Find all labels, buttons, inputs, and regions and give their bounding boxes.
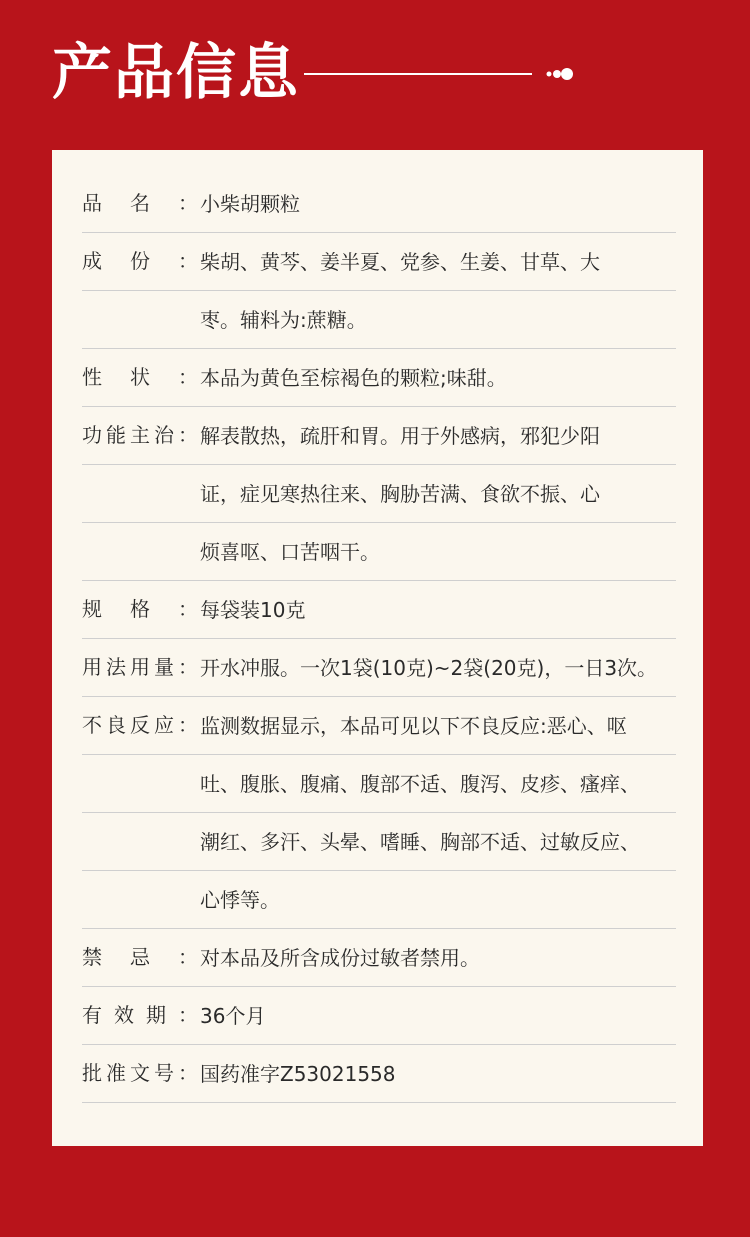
info-label (82, 639, 200, 697)
label-colon: ： (178, 249, 198, 273)
product-info-card (52, 150, 703, 1146)
label-colon: ： (178, 713, 198, 737)
info-value-line: 36个月 (200, 987, 676, 1045)
label-colon: ： (178, 945, 198, 969)
label-char: 规 (82, 597, 102, 621)
label-char: 不 (82, 713, 102, 737)
label-char: 批 (82, 1061, 102, 1085)
label-char: 号 (154, 1061, 174, 1085)
label-char: 性 (82, 365, 102, 389)
gourd-ornament-icon (538, 62, 578, 86)
label-char: 功 (82, 423, 102, 447)
info-value (200, 987, 676, 1045)
info-value (200, 639, 676, 697)
info-label (82, 175, 200, 233)
info-value-line: 证，症见寒热往来、胸胁苦满、食欲不振、心 (200, 465, 676, 523)
info-label (82, 697, 200, 929)
label-char: 主 (130, 423, 150, 447)
label-colon: ： (178, 365, 198, 389)
info-row (82, 1045, 676, 1103)
info-row (82, 639, 676, 697)
info-row (82, 349, 676, 407)
info-value (200, 407, 676, 581)
info-value-line: 国药准字Z53021558 (200, 1045, 676, 1103)
info-value (200, 1045, 676, 1103)
info-value-line: 烦喜呕、口苦咽干。 (200, 523, 676, 581)
info-label (82, 929, 200, 987)
label-colon: ： (178, 597, 198, 621)
title-divider (304, 73, 532, 75)
label-char: 禁 (82, 945, 102, 969)
label-char: 文 (130, 1061, 150, 1085)
label-char: 格 (130, 597, 150, 621)
info-label (82, 349, 200, 407)
info-label (82, 407, 200, 581)
label-char: 份 (130, 249, 150, 273)
label-colon: ： (178, 191, 198, 215)
info-row (82, 697, 676, 929)
info-value (200, 929, 676, 987)
label-char: 有 (82, 1003, 102, 1027)
info-row (82, 175, 676, 233)
label-colon: ： (178, 1061, 198, 1085)
label-char: 期 (146, 1003, 166, 1027)
info-value-line: 开水冲服。一次1袋(10克)~2袋(20克)，一日3次。 (200, 639, 676, 697)
info-row (82, 929, 676, 987)
label-char: 名 (130, 191, 150, 215)
label-char: 成 (82, 249, 102, 273)
label-char: 效 (114, 1003, 134, 1027)
info-row (82, 581, 676, 639)
label-char: 状 (130, 365, 150, 389)
info-value-line: 小柴胡颗粒 (200, 175, 676, 233)
info-value-line: 本品为黄色至棕褐色的颗粒;味甜。 (200, 349, 676, 407)
label-char: 法 (106, 655, 126, 679)
label-char: 忌 (130, 945, 150, 969)
label-char: 品 (82, 191, 102, 215)
label-char: 用 (130, 655, 150, 679)
info-value-line: 对本品及所含成份过敏者禁用。 (200, 929, 676, 987)
info-value-line: 监测数据显示，本品可见以下不良反应:恶心、呕 (200, 697, 676, 755)
info-value (200, 349, 676, 407)
label-char: 用 (82, 655, 102, 679)
info-row (82, 987, 676, 1045)
label-colon: ： (178, 1003, 198, 1027)
info-value (200, 697, 676, 929)
label-char: 应 (154, 713, 174, 737)
info-label (82, 233, 200, 349)
info-table (82, 175, 676, 1103)
page-title: 产品信息 (52, 38, 300, 108)
label-colon: ： (178, 423, 198, 447)
info-row (82, 407, 676, 581)
info-value-line: 吐、腹胀、腹痛、腹部不适、腹泻、皮疹、瘙痒、 (200, 755, 676, 813)
label-char: 准 (106, 1061, 126, 1085)
info-value-line: 枣。辅料为:蔗糖。 (200, 291, 676, 349)
info-value (200, 233, 676, 349)
label-char: 反 (130, 713, 150, 737)
info-row (82, 233, 676, 349)
info-value-line: 每袋装10克 (200, 581, 676, 639)
info-label (82, 581, 200, 639)
info-value (200, 175, 676, 233)
info-label (82, 987, 200, 1045)
label-char: 量 (154, 655, 174, 679)
info-value-line: 解表散热，疏肝和胃。用于外感病，邪犯少阳 (200, 407, 676, 465)
label-char: 能 (106, 423, 126, 447)
info-value (200, 581, 676, 639)
info-value-line: 柴胡、黄芩、姜半夏、党参、生姜、甘草、大 (200, 233, 676, 291)
info-value-line: 心悸等。 (200, 871, 676, 929)
label-char: 治 (154, 423, 174, 447)
label-char: 良 (106, 713, 126, 737)
info-value-line: 潮红、多汗、头晕、嗜睡、胸部不适、过敏反应、 (200, 813, 676, 871)
label-colon: ： (178, 655, 198, 679)
info-label (82, 1045, 200, 1103)
